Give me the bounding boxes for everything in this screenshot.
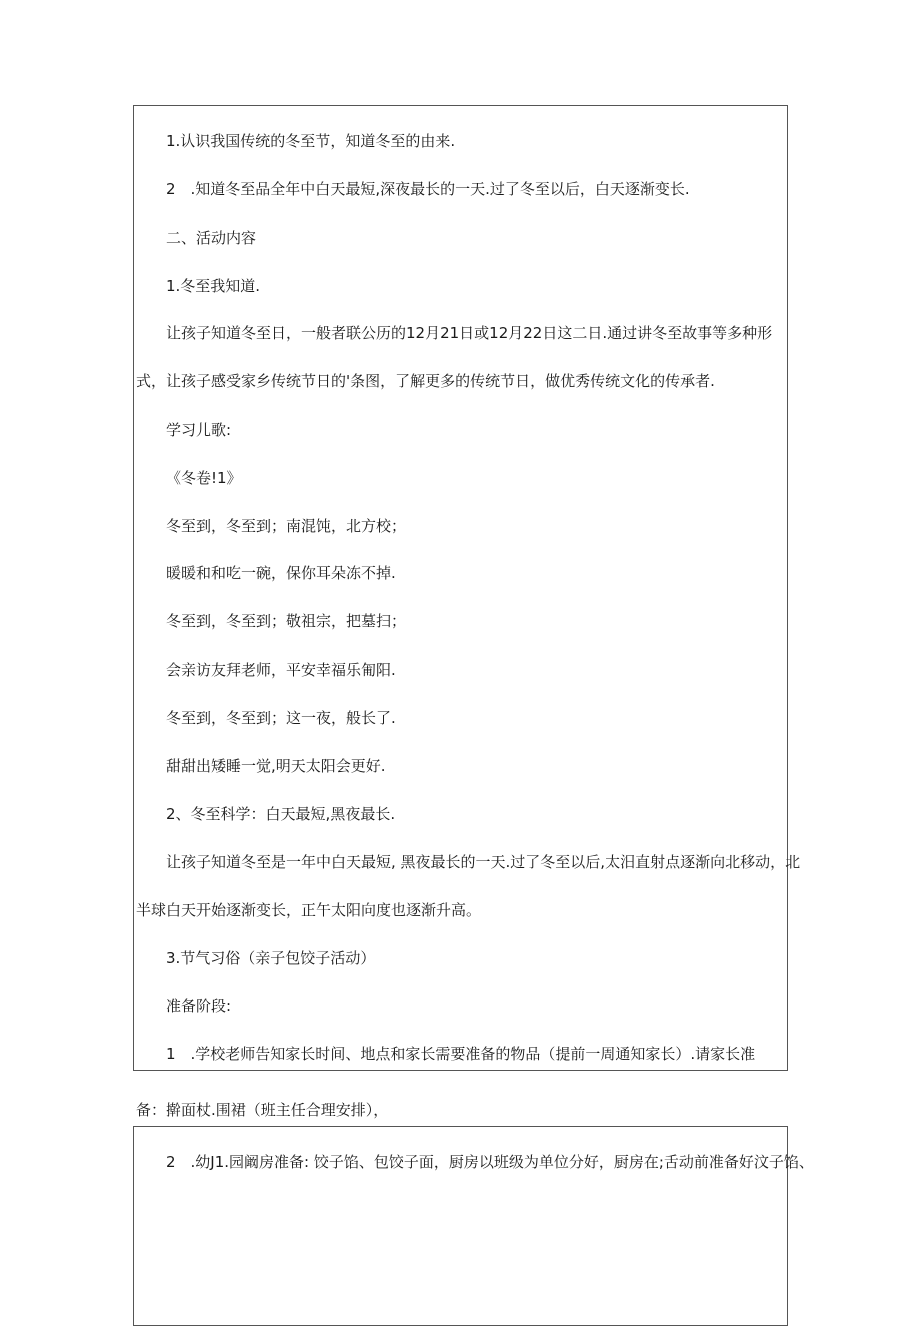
objective-2: 2 .知道冬至品全年中白天最短,深夜最长的一天.过了冬至以后，白天逐渐变长. xyxy=(166,180,690,198)
preparation-item-2-line-1: 2 .幼J1.园阚房准备: 饺子馅、包饺子面，厨房以班级为单位分好，厨房在;舌动前准备好汶子馅、 xyxy=(166,1153,814,1171)
subheading-solar-term-customs: 3.节气习俗（亲子包饺子活动） xyxy=(166,949,376,967)
paragraph-science-line-2: 半球白天开始逐渐变长，正午太阳向度也逐渐升高。 xyxy=(136,901,482,919)
paragraph-knowledge-line-2: 式，让孩子感受家乡传统节日的'条图，了解更多的传统节日，做优秀传统文化的传承者. xyxy=(136,372,715,390)
song-line-5: 冬至到，冬至到；这一夜，般长了. xyxy=(166,709,396,727)
subheading-winter-solstice-knowledge: 1.冬至我知道. xyxy=(166,277,261,295)
song-label: 学习儿歌: xyxy=(166,421,232,439)
paragraph-science-line-1: 让孩子知道冬至是一年中白天最短, 黑夜最长的一天.过了冬至以后,太汨直射点逐渐向北移动，北 xyxy=(166,853,801,871)
song-line-6: 甜甜出矮睡一觉,明天太阳会更好. xyxy=(166,757,386,775)
paragraph-knowledge-line-1: 让孩子知道冬至日，一般者联公历的12月21日或12月22日这二日.通过讲冬至故事等多种形 xyxy=(166,324,773,342)
objective-1: 1.认识我国传统的冬至节，知道冬至的由来. xyxy=(166,132,456,150)
subheading-winter-solstice-science: 2、冬至科学：白天最短,黑夜最长. xyxy=(166,805,396,823)
preparation-stage-label: 准备阶段: xyxy=(166,997,232,1015)
preparation-item-1-line-1: 1 .学校老师告知家长时间、地点和家长需要准备的物品（提前一周通知家长）.请家长准 xyxy=(166,1045,756,1063)
document-frame-top xyxy=(133,105,788,1071)
preparation-item-1-line-2: 备：擀面杖.围裙（班主任合理安排）， xyxy=(136,1101,389,1119)
section-heading-activity-content: 二、活动内容 xyxy=(166,229,257,247)
song-line-3: 冬至到，冬至到；敬祖宗，把墓扫； xyxy=(166,612,407,630)
song-line-1: 冬至到，冬至到；南混饨，北方校； xyxy=(166,517,407,535)
song-line-4: 会亲访友拜老师，平安幸福乐匍阳. xyxy=(166,661,396,679)
song-title: 《冬卷!1》 xyxy=(166,469,242,487)
song-line-2: 暖暖和和吃一碗，保你耳朵冻不掉. xyxy=(166,564,396,582)
